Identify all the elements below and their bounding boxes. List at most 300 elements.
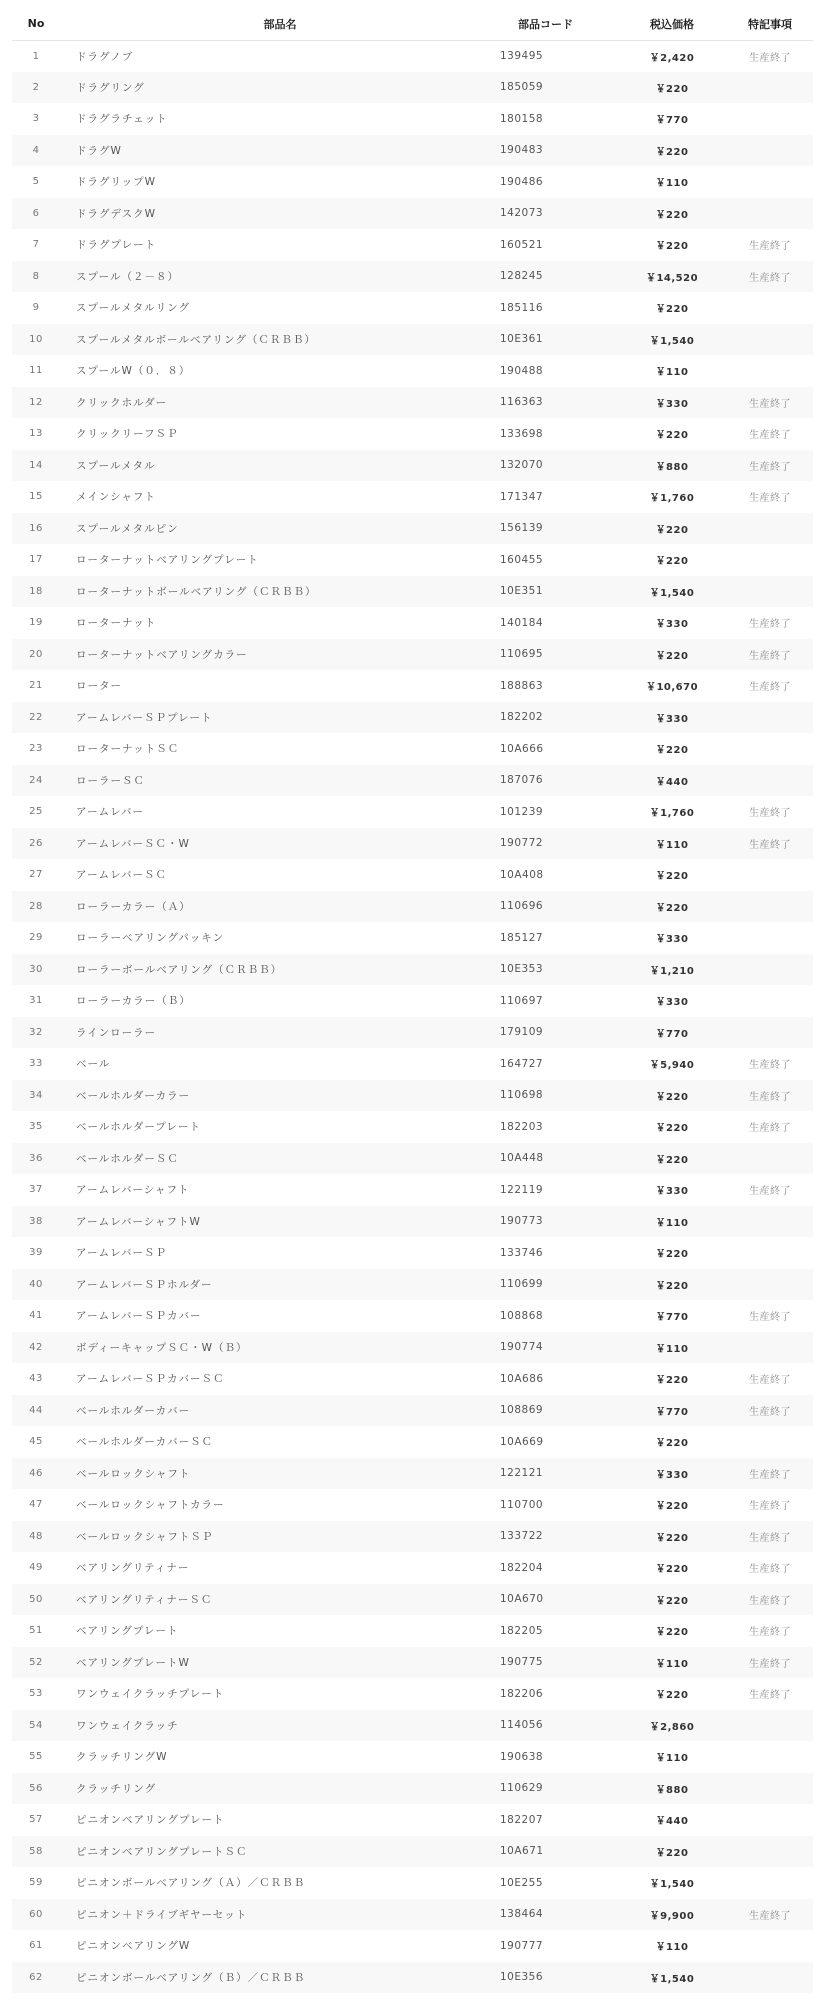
- table-row: [12, 450, 813, 482]
- table-row: [12, 1489, 813, 1521]
- part-note: 生産終了: [749, 1690, 791, 1702]
- part-price: ￥110: [655, 1343, 689, 1355]
- part-name: ドラグプレート: [76, 239, 157, 252]
- table-row: [12, 418, 813, 450]
- table-row: [12, 954, 813, 986]
- part-price: ￥880: [655, 461, 689, 473]
- part-name: クリックリーフＳＰ: [76, 428, 179, 441]
- row-number: 26: [29, 837, 43, 849]
- table-row: [12, 1521, 813, 1553]
- row-number: 25: [29, 806, 43, 818]
- row-number: 22: [29, 711, 43, 723]
- part-name: アームレバーＳＣ・W: [76, 837, 190, 850]
- part-code: 182203: [500, 1120, 544, 1133]
- part-code: 182202: [500, 711, 544, 724]
- part-note: 生産終了: [749, 839, 791, 851]
- row-number: 21: [29, 680, 43, 692]
- part-name: ピニオンボールベアリング（Ａ）／ＣＲＢＢ: [76, 1877, 306, 1890]
- row-number: 41: [29, 1310, 43, 1322]
- header-price: 税込価格: [617, 8, 727, 40]
- part-code: 185116: [500, 301, 544, 314]
- part-note: [727, 702, 813, 734]
- part-name: ローラーカラー（Ｂ）: [76, 995, 191, 1008]
- part-code: 10E356: [500, 1971, 544, 1984]
- part-name: スプールメタル: [76, 459, 156, 472]
- table-row: [12, 1143, 813, 1175]
- table-row: [12, 1836, 813, 1868]
- table-row: [12, 1647, 813, 1679]
- part-name: ラインローラー: [76, 1026, 157, 1039]
- table-row: [12, 1962, 813, 1994]
- part-note: [727, 576, 813, 608]
- part-name: ベアリングリティナーＳＣ: [76, 1593, 213, 1606]
- part-code: 160455: [500, 553, 544, 566]
- part-code: 108869: [500, 1404, 544, 1417]
- row-number: 35: [29, 1121, 43, 1133]
- table-row: [12, 1773, 813, 1805]
- part-name: ベールホルダーカバーＳＣ: [76, 1436, 214, 1449]
- part-price: ￥110: [655, 1753, 689, 1765]
- part-name: スプールメタルボールベアリング（ＣＲＢＢ）: [76, 333, 316, 346]
- part-price: ￥330: [655, 934, 689, 946]
- part-code: 10A670: [500, 1593, 544, 1606]
- part-note: [727, 985, 813, 1017]
- row-number: 42: [29, 1341, 43, 1353]
- part-code: 171347: [500, 490, 544, 503]
- part-code: 160521: [500, 238, 544, 251]
- table-row: [12, 1332, 813, 1364]
- part-name: ドラグノブ: [76, 50, 134, 63]
- part-code: 156139: [500, 522, 544, 535]
- row-number: 24: [29, 774, 43, 786]
- part-price: ￥220: [655, 1595, 689, 1607]
- row-number: 52: [29, 1656, 43, 1668]
- part-note: 生産終了: [749, 1595, 791, 1607]
- table-row: [12, 292, 813, 324]
- row-number: 29: [29, 932, 43, 944]
- part-name: ベールロックシャフトＳＰ: [76, 1530, 214, 1543]
- row-number: 46: [29, 1467, 43, 1479]
- part-note: [727, 198, 813, 230]
- table-row: [12, 166, 813, 198]
- part-price: ￥1,540: [649, 1973, 695, 1985]
- part-code: 10A666: [500, 742, 544, 755]
- table-row: [12, 198, 813, 230]
- part-name: ベールホルダーＳＣ: [76, 1152, 179, 1165]
- part-name: ベールロックシャフトカラー: [76, 1499, 225, 1512]
- row-number: 59: [29, 1877, 43, 1889]
- row-number: 40: [29, 1278, 43, 1290]
- part-note: [727, 765, 813, 797]
- part-note: 生産終了: [749, 1312, 791, 1324]
- part-price: ￥220: [655, 241, 689, 253]
- part-name: ベールホルダーカラー: [76, 1089, 191, 1102]
- part-name: クリックホルダー: [76, 396, 168, 409]
- part-note: [727, 1773, 813, 1805]
- part-code: 128245: [500, 270, 544, 283]
- part-name: ピニオン＋ドライブギヤーセット: [76, 1908, 248, 1921]
- part-note: [727, 324, 813, 356]
- part-price: ￥220: [655, 1154, 689, 1166]
- part-price: ￥220: [655, 1249, 689, 1261]
- table-row: [12, 261, 813, 293]
- part-note: [727, 513, 813, 545]
- table-row: [12, 765, 813, 797]
- part-code: 190773: [500, 1215, 544, 1228]
- part-price: ￥220: [655, 1501, 689, 1513]
- part-note: [727, 1930, 813, 1962]
- part-name: クラッチリングW: [76, 1751, 168, 1764]
- table-row: [12, 229, 813, 261]
- header-row: [12, 8, 813, 40]
- part-note: 生産終了: [749, 1186, 791, 1198]
- part-price: ￥110: [655, 1658, 689, 1670]
- part-name: ドラグリング: [76, 81, 145, 94]
- part-note: 生産終了: [749, 1564, 791, 1576]
- row-number: 13: [29, 428, 43, 440]
- part-code: 179109: [500, 1026, 544, 1039]
- table-row: [12, 1017, 813, 1049]
- table-row: [12, 103, 813, 135]
- part-code: 139495: [500, 50, 544, 62]
- part-note: [727, 166, 813, 198]
- part-note: [727, 1269, 813, 1301]
- part-price: ￥880: [655, 1784, 689, 1796]
- part-code: 10E255: [500, 1876, 544, 1889]
- row-number: 31: [29, 995, 43, 1007]
- part-note: 生産終了: [749, 808, 791, 820]
- table-row: [12, 1458, 813, 1490]
- part-price: ￥220: [655, 1564, 689, 1576]
- table-row: [12, 135, 813, 167]
- table-row: [12, 922, 813, 954]
- parts-table-body: [12, 40, 813, 1993]
- part-price: ￥330: [655, 997, 689, 1009]
- part-note: [727, 1237, 813, 1269]
- part-code: 182205: [500, 1624, 544, 1637]
- part-code: 142073: [500, 207, 544, 220]
- part-price: ￥220: [655, 1627, 689, 1639]
- part-name: ベールホルダーカバー: [76, 1404, 191, 1417]
- row-number: 34: [29, 1089, 43, 1101]
- part-code: 10E351: [500, 585, 544, 598]
- part-note: 生産終了: [749, 1123, 791, 1135]
- part-code: 182206: [500, 1687, 544, 1700]
- part-note: 生産終了: [749, 241, 791, 253]
- table-row: [12, 481, 813, 513]
- part-price: ￥770: [655, 1406, 689, 1418]
- part-note: 生産終了: [749, 461, 791, 473]
- row-number: 12: [29, 396, 43, 408]
- part-name: スプールメタルピン: [76, 522, 179, 535]
- part-name: スプール（２－８）: [76, 270, 179, 283]
- part-price: ￥220: [655, 1847, 689, 1859]
- part-price: ￥220: [655, 1375, 689, 1387]
- row-number: 10: [29, 333, 43, 345]
- part-price: ￥330: [655, 1186, 689, 1198]
- part-price: ￥220: [655, 745, 689, 757]
- part-name: アームレバーＳＰ: [76, 1247, 167, 1260]
- part-code: 190638: [500, 1750, 544, 1763]
- part-price: ￥110: [655, 1942, 689, 1954]
- part-note: [727, 292, 813, 324]
- part-note: [727, 1804, 813, 1836]
- part-price: ￥770: [655, 115, 689, 127]
- row-number: 43: [29, 1373, 43, 1385]
- part-code: 190775: [500, 1656, 544, 1669]
- part-code: 190774: [500, 1341, 544, 1354]
- part-note: [727, 1143, 813, 1175]
- row-number: 23: [29, 743, 43, 755]
- part-name: ベアリングプレートW: [76, 1656, 190, 1669]
- row-number: 55: [29, 1751, 43, 1763]
- part-note: [727, 1206, 813, 1238]
- part-code: 188863: [500, 679, 544, 692]
- part-code: 10A408: [500, 868, 544, 881]
- part-note: 生産終了: [749, 1091, 791, 1103]
- part-name: アームレバーＳＰプレート: [76, 711, 213, 724]
- part-note: [727, 1332, 813, 1364]
- table-row: [12, 1395, 813, 1427]
- table-row: [12, 859, 813, 891]
- part-note: 生産終了: [749, 1375, 791, 1387]
- table-row: [12, 670, 813, 702]
- part-name: ローターナットＳＣ: [76, 743, 180, 756]
- row-number: 32: [29, 1026, 43, 1038]
- part-name: スプールメタルリング: [76, 302, 190, 315]
- part-name: ベールロックシャフト: [76, 1467, 191, 1480]
- part-code: 133722: [500, 1530, 544, 1543]
- part-note: [727, 922, 813, 954]
- part-price: ￥110: [655, 1217, 689, 1229]
- part-name: ピニオンボールベアリング（Ｂ）／ＣＲＢＢ: [76, 1971, 306, 1984]
- part-name: アームレバーＳＣ: [76, 869, 167, 882]
- part-note: [727, 859, 813, 891]
- table-row: [12, 796, 813, 828]
- table-row: [12, 1930, 813, 1962]
- part-code: 133746: [500, 1246, 544, 1259]
- part-note: 生産終了: [749, 52, 791, 64]
- part-code: 190486: [500, 175, 544, 188]
- part-price: ￥440: [655, 1816, 689, 1828]
- row-number: 48: [29, 1530, 43, 1542]
- row-number: 2: [32, 81, 40, 93]
- row-number: 7: [32, 239, 40, 251]
- row-number: 38: [29, 1215, 43, 1227]
- row-number: 30: [29, 963, 43, 975]
- row-number: 16: [29, 522, 43, 534]
- part-name: ピニオンベアリングプレート: [76, 1814, 225, 1827]
- table-row: [12, 355, 813, 387]
- row-number: 1: [32, 50, 40, 62]
- row-number: 4: [32, 144, 40, 156]
- part-code: 122121: [500, 1467, 544, 1480]
- row-number: 28: [29, 900, 43, 912]
- parts-table-container: [12, 8, 813, 1993]
- parts-table-header: [12, 8, 813, 40]
- table-row: [12, 40, 813, 72]
- table-row: [12, 1300, 813, 1332]
- row-number: 53: [29, 1688, 43, 1700]
- part-note: [727, 891, 813, 923]
- part-name: アームレバー: [76, 806, 144, 819]
- row-number: 58: [29, 1845, 43, 1857]
- part-code: 116363: [500, 396, 544, 409]
- table-row: [12, 1426, 813, 1458]
- table-row: [12, 1048, 813, 1080]
- part-code: 138464: [500, 1908, 544, 1921]
- part-note: 生産終了: [749, 1658, 791, 1670]
- part-note: [727, 1017, 813, 1049]
- part-code: 133698: [500, 427, 544, 440]
- part-code: 110700: [500, 1498, 544, 1511]
- table-row: [12, 513, 813, 545]
- part-name: ピニオンベアリングプレートＳＣ: [76, 1845, 248, 1858]
- part-code: 180158: [500, 112, 544, 125]
- part-price: ￥330: [655, 713, 689, 725]
- part-price: ￥110: [655, 839, 689, 851]
- part-code: 190772: [500, 837, 544, 850]
- part-note: [727, 733, 813, 765]
- table-row: [12, 1206, 813, 1238]
- part-code: 140184: [500, 616, 544, 629]
- part-name: ベアリングプレート: [76, 1625, 179, 1638]
- header-note: 特記事項: [727, 8, 813, 40]
- part-note: 生産終了: [749, 1627, 791, 1639]
- part-name: ドラグラチェット: [76, 113, 168, 126]
- part-name: アームレバーＳＰカバーＳＣ: [76, 1373, 225, 1386]
- part-code: 190483: [500, 144, 544, 157]
- part-note: 生産終了: [749, 619, 791, 631]
- part-name: ローターナットベアリングカラー: [76, 648, 248, 661]
- part-price: ￥220: [655, 209, 689, 221]
- part-code: 187076: [500, 774, 544, 787]
- part-price: ￥330: [655, 619, 689, 631]
- part-code: 108868: [500, 1309, 544, 1322]
- part-name: アームレバーシャフト: [76, 1184, 190, 1197]
- part-price: ￥2,420: [649, 52, 695, 64]
- part-price: ￥770: [655, 1312, 689, 1324]
- table-row: [12, 544, 813, 576]
- part-name: ローラーカラー（Ａ）: [76, 900, 191, 913]
- part-price: ￥1,540: [649, 335, 695, 347]
- part-name: クラッチリング: [76, 1782, 157, 1795]
- table-row: [12, 1678, 813, 1710]
- part-code: 10A669: [500, 1435, 544, 1448]
- part-price: ￥14,520: [645, 272, 699, 284]
- part-code: 110696: [500, 900, 544, 913]
- part-note: [727, 135, 813, 167]
- part-note: [727, 103, 813, 135]
- part-code: 10A686: [500, 1372, 544, 1385]
- part-name: ローラーＳＣ: [76, 774, 145, 787]
- part-price: ￥220: [655, 902, 689, 914]
- part-code: 110629: [500, 1782, 544, 1795]
- part-price: ￥1,540: [649, 587, 695, 599]
- part-price: ￥220: [655, 304, 689, 316]
- part-code: 185059: [500, 81, 544, 94]
- row-number: 17: [29, 554, 43, 566]
- row-number: 14: [29, 459, 43, 471]
- part-price: ￥220: [655, 1438, 689, 1450]
- part-name: ローラーボールベアリング（ＣＲＢＢ）: [76, 963, 283, 976]
- row-number: 47: [29, 1499, 43, 1511]
- part-note: [727, 1741, 813, 1773]
- table-row: [12, 702, 813, 734]
- parts-table: [12, 8, 813, 1993]
- table-row: [12, 639, 813, 671]
- row-number: 56: [29, 1782, 43, 1794]
- part-note: [727, 1710, 813, 1742]
- part-name: アームレバーＳＰカバー: [76, 1310, 202, 1323]
- part-name: ローターナットボールベアリング（ＣＲＢＢ）: [76, 585, 317, 598]
- part-price: ￥770: [655, 1028, 689, 1040]
- part-code: 182207: [500, 1813, 544, 1826]
- part-price: ￥220: [655, 83, 689, 95]
- part-code: 10A671: [500, 1845, 544, 1858]
- table-row: [12, 387, 813, 419]
- part-price: ￥220: [655, 1532, 689, 1544]
- part-name: ベール: [76, 1058, 111, 1071]
- part-price: ￥220: [655, 650, 689, 662]
- part-price: ￥5,940: [649, 1060, 695, 1072]
- part-name: ローターナットベアリングプレート: [76, 554, 259, 567]
- part-code: 132070: [500, 459, 544, 472]
- part-note: [727, 1836, 813, 1868]
- row-number: 60: [29, 1908, 43, 1920]
- part-note: 生産終了: [749, 1469, 791, 1481]
- table-row: [12, 891, 813, 923]
- part-note: 生産終了: [749, 682, 791, 694]
- part-price: ￥220: [655, 556, 689, 568]
- part-note: 生産終了: [749, 1910, 791, 1922]
- part-price: ￥1,540: [649, 1879, 695, 1891]
- part-name: ワンウェイクラッチプレート: [76, 1688, 225, 1701]
- row-number: 49: [29, 1562, 43, 1574]
- table-row: [12, 1363, 813, 1395]
- table-row: [12, 1269, 813, 1301]
- part-price: ￥1,210: [649, 965, 695, 977]
- part-price: ￥9,900: [649, 1910, 695, 1922]
- part-code: 114056: [500, 1719, 544, 1732]
- part-price: ￥220: [655, 1091, 689, 1103]
- row-number: 51: [29, 1625, 43, 1637]
- header-part-code: 部品コード: [500, 8, 617, 40]
- part-code: 182204: [500, 1561, 544, 1574]
- row-number: 3: [32, 113, 40, 125]
- part-note: 生産終了: [749, 1532, 791, 1544]
- row-number: 11: [29, 365, 43, 377]
- part-price: ￥220: [655, 1280, 689, 1292]
- row-number: 39: [29, 1247, 43, 1259]
- part-price: ￥330: [655, 1469, 689, 1481]
- part-price: ￥330: [655, 398, 689, 410]
- part-code: 185127: [500, 931, 544, 944]
- part-note: 生産終了: [749, 430, 791, 442]
- row-number: 62: [29, 1971, 43, 1983]
- table-row: [12, 324, 813, 356]
- part-code: 110698: [500, 1089, 544, 1102]
- part-note: 生産終了: [749, 1060, 791, 1072]
- part-name: ベアリングリティナー: [76, 1562, 190, 1575]
- row-number: 20: [29, 648, 43, 660]
- table-row: [12, 1741, 813, 1773]
- table-row: [12, 1237, 813, 1269]
- part-note: [727, 954, 813, 986]
- part-code: 10E361: [500, 333, 544, 346]
- row-number: 54: [29, 1719, 43, 1731]
- part-name: ドラグW: [76, 144, 122, 157]
